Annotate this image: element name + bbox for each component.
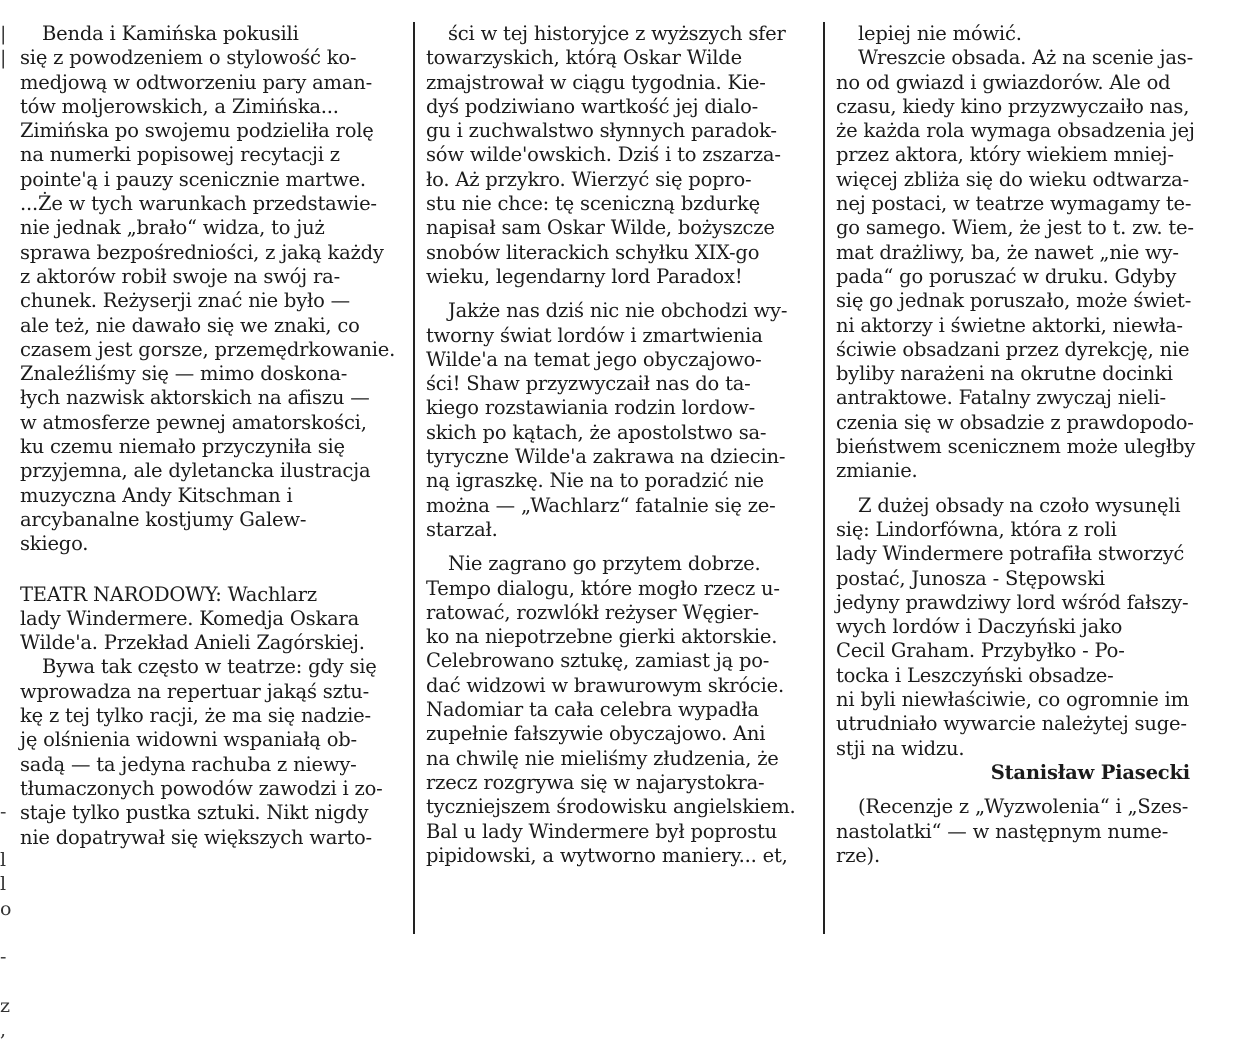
author-signature: Stanisław Piasecki xyxy=(990,760,1190,784)
edge-glyph xyxy=(0,532,12,556)
text-line: przez aktora, który wiekiem mniej- xyxy=(836,143,1174,167)
edge-glyph: l xyxy=(0,873,7,896)
edge-glyph xyxy=(0,168,12,192)
edge-glyph: z xyxy=(0,994,11,1017)
review-paragraph-continuation xyxy=(836,22,1224,46)
column-2 xyxy=(426,22,818,868)
text-line: nie dopatrywał się większych warto- xyxy=(20,825,372,849)
review-paragraph-wilde xyxy=(426,299,818,542)
text-line: gu i zuchwalstwo słynnych paradok- xyxy=(426,119,777,143)
edge-glyph xyxy=(0,605,12,629)
text-line: no od gwiazd i gwiazdorów. Ale od xyxy=(836,70,1171,94)
text-line: zmajstrował w ciągu tygodnia. Kie- xyxy=(426,70,766,94)
edge-glyph: o xyxy=(0,897,12,920)
edge-glyph xyxy=(0,629,12,653)
text-line: nie jednak „brało“ widza, to już xyxy=(20,216,325,240)
edge-glyph xyxy=(0,216,12,240)
text-line: przyjemna, ale dyletancka ilustracja xyxy=(20,459,371,483)
text-line: Wreszcie obsada. Aż na scenie jas- xyxy=(858,46,1193,70)
text-line: antraktowe. Fatalny zwyczaj nieli- xyxy=(836,386,1166,410)
text-line: na numerki popisowej recytacji z xyxy=(20,143,340,167)
text-line: rze). xyxy=(836,843,880,867)
text-line: ło. Aż przykro. Wierzyć się popro- xyxy=(426,167,752,191)
text-line: utrudniało wywarcie należytej suge- xyxy=(836,712,1187,736)
text-line: byliby narażeni na okrutne docinki xyxy=(836,362,1173,386)
text-line: napisał sam Oskar Wilde, bożyszcze xyxy=(426,216,775,240)
text-line: się: Lindorfówna, która z roli xyxy=(836,517,1117,541)
edge-glyph xyxy=(0,970,12,994)
edge-glyph xyxy=(0,71,12,95)
edge-glyph xyxy=(0,727,12,751)
text-line: zupełnie fałszywie obyczajowo. Ani xyxy=(426,722,766,746)
text-line: Z dużej obsady na czoło wysunęli xyxy=(858,493,1181,517)
text-line: sadą — ta jedyna rachuba z niewy- xyxy=(20,752,357,776)
text-line: ściwie obsadzani przez dyrekcję, nie xyxy=(836,337,1190,361)
text-line: snobów literackich schyłku XIX-go xyxy=(426,240,760,264)
text-line: bieństwem scenicznem może uległby xyxy=(836,435,1196,459)
text-line: kę z tej tylko racji, że ma się nadzie- xyxy=(20,704,371,728)
text-line: nej postaci, w teatrze wymagamy te- xyxy=(836,192,1192,216)
review-note xyxy=(836,795,1224,868)
text-line: tocka i Leszczyński obsadze- xyxy=(836,663,1114,687)
review-paragraph-history xyxy=(426,22,818,289)
edge-glyph xyxy=(0,557,12,581)
text-line: kiego rozstawiania rodzin lordow- xyxy=(426,396,756,420)
text-line: ratować, rozwlókł reżyser Węgier- xyxy=(426,600,759,624)
edge-glyph: | xyxy=(0,23,7,45)
text-line: pointe'ą i pauzy scenicznie martwe. xyxy=(20,167,366,191)
text-line: mat drażliwy, ba, że nawet „nie wy- xyxy=(836,240,1179,264)
column-3 xyxy=(836,22,1224,868)
text-line: dać widzowi w brawurowym skrócie. xyxy=(426,673,784,697)
text-line: Celebrowano sztukę, zamiast ją po- xyxy=(426,649,770,673)
edge-glyph: | xyxy=(0,47,7,70)
text-line: że każda rola wymaga obsadzenia jej xyxy=(836,119,1195,143)
text-line: jedyny prawdziwy lord wśród fałszy- xyxy=(836,590,1189,614)
edge-glyph xyxy=(0,241,12,265)
text-line: dyś podziwiano wartkość jej dialo- xyxy=(426,94,759,118)
text-line: tów moljerowskich, a Zimińska... xyxy=(20,94,339,118)
text-line: czasem jest gorsze, przemędrkowanie. xyxy=(20,337,396,361)
text-line: Wilde'a. Przekład Anieli Zagórskiej. xyxy=(20,631,365,655)
text-line: lady Windermere. Komedja Oskara xyxy=(20,606,360,630)
text-line: na chwilę nie mieliśmy złudzenia, że xyxy=(426,746,779,770)
edge-glyph xyxy=(0,362,12,386)
text-line: łych nazwisk aktorskich na afiszu — xyxy=(20,386,370,410)
text-line: czenia się w obsadzie z prawdopodo- xyxy=(836,410,1194,434)
text-line: towarzyskich, którą Oskar Wilde xyxy=(426,46,742,70)
edge-glyph xyxy=(0,678,12,702)
edge-glyph xyxy=(0,289,12,313)
text-line: rzecz rozgrywa się w najarystokra- xyxy=(426,770,765,794)
left-edge-glyphs xyxy=(0,22,12,1042)
text-line: Nadomiar ta cała celebra wypadła xyxy=(426,698,759,722)
text-line: go samego. Wiem, że jest to t. zw. te- xyxy=(836,216,1194,240)
text-line: (Recenzje z „Wyzwolenia“ i „Szes- xyxy=(858,795,1189,819)
text-line: się z powodzeniem o stylowość ko- xyxy=(20,46,357,70)
text-line: zmianie. xyxy=(836,459,918,483)
review-heading xyxy=(20,583,408,656)
edge-glyph xyxy=(0,143,12,167)
text-line: skich po kątach, że apostolstwo sa- xyxy=(426,420,767,444)
text-line: ku czemu niemało przyczyniła się xyxy=(20,435,345,459)
text-line: ...Że w tych warunkach przedstawie- xyxy=(20,192,377,216)
review-paragraph-intro xyxy=(20,655,408,849)
edge-glyph xyxy=(0,119,12,143)
column-rule-right xyxy=(823,22,825,934)
text-line: można — „Wachlarz“ fatalnie się ze- xyxy=(426,493,776,517)
edge-glyph xyxy=(0,484,12,508)
review-paragraph-cast xyxy=(20,22,408,557)
text-line: więcej zbliża się do wieku odtwarza- xyxy=(836,167,1189,191)
text-line: Tempo dialogu, które mogło rzecz u- xyxy=(426,576,780,600)
text-line: ni byli niewłaściwie, co ogromnie im xyxy=(836,688,1189,712)
text-line: ko na niepotrzebne gierki aktorskie. xyxy=(426,625,778,649)
text-line: wprowadza na repertuar jakąś sztu- xyxy=(20,679,370,703)
text-line: sprawa bezpośredniości, z jaką każdy xyxy=(20,240,384,264)
column-rule-left xyxy=(413,22,415,934)
text-line: starzał. xyxy=(426,517,498,541)
text-line: się go jednak poruszało, może świet- xyxy=(836,289,1192,313)
text-line: Benda i Kamińska pokusili xyxy=(42,22,299,45)
review-paragraph-casting xyxy=(836,46,1224,483)
text-line: ną igraszkę. Nie na to poradzić nie xyxy=(426,469,764,493)
text-line: tyryczne Wilde'a zakrawa na dziecin- xyxy=(426,445,786,469)
edge-glyph xyxy=(0,775,12,799)
text-line: Znaleźliśmy się — mimo doskona- xyxy=(20,362,348,386)
text-line: z aktorów robił swoje na swój ra- xyxy=(20,264,340,288)
text-line: stji na widzu. xyxy=(836,736,965,760)
text-line: pada“ go poruszać w druku. Gdyby xyxy=(836,264,1177,288)
text-line: skiego. xyxy=(20,532,89,556)
text-line: medjową w odtworzeniu pary aman- xyxy=(20,70,373,94)
text-line: sów wilde'owskich. Dziś i to zszarza- xyxy=(426,143,781,167)
edge-glyph xyxy=(0,386,12,410)
text-line: tyczniejszem środowisku angielskiem. xyxy=(426,795,796,819)
text-line: chunek. Reżyserji znać nie było — xyxy=(20,289,350,313)
text-line: arcybanalne kostjumy Galew- xyxy=(20,507,307,531)
text-line: ale też, nie dawało się we znaki, co xyxy=(20,313,360,337)
text-line: pipidowski, a wytworno maniery... et, xyxy=(426,843,788,867)
edge-glyph xyxy=(0,314,12,338)
text-line: ję olśnienia widowni wspaniałą ob- xyxy=(20,728,357,752)
text-line: nastolatki“ — w następnym nume- xyxy=(836,819,1169,843)
edge-glyph xyxy=(0,824,12,848)
edge-glyph xyxy=(0,921,12,945)
edge-glyph xyxy=(0,338,12,362)
edge-glyph xyxy=(0,508,12,532)
text-line: TEATR NARODOWY: Wachlarz xyxy=(20,582,317,606)
review-paragraph-staging xyxy=(426,552,818,868)
edge-glyph xyxy=(0,435,12,459)
text-line: lepiej nie mówić. xyxy=(858,22,1022,45)
text-line: postać, Junosza - Stępowski xyxy=(836,566,1105,590)
edge-glyph xyxy=(0,581,12,605)
edge-glyph: - xyxy=(0,946,7,969)
edge-glyph xyxy=(0,192,12,216)
text-line: Wilde'a na temat jego obyczajowo- xyxy=(426,347,762,371)
edge-glyph xyxy=(0,265,12,289)
edge-glyph xyxy=(0,654,12,678)
column-1 xyxy=(20,22,408,850)
text-line: ni aktorzy i świetne aktorki, niewła- xyxy=(836,313,1183,337)
edge-glyph: - xyxy=(0,800,7,823)
edge-glyph xyxy=(0,95,12,119)
text-line: w atmosferze pewnej amatorskości, xyxy=(20,410,367,434)
text-line: tłumaczonych powodów zawodzi i zo- xyxy=(20,776,383,800)
text-line: staje tylko pustka sztuki. Nikt nigdy xyxy=(20,801,369,825)
text-line: ści w tej historyjce z wyższych sfer xyxy=(448,22,786,45)
text-line: Nie zagrano go przytem dobrze. xyxy=(448,552,761,576)
text-line: czasu, kiedy kino przyzwyczaiło nas, xyxy=(836,94,1190,118)
edge-glyph xyxy=(0,459,12,483)
text-line: wych lordów i Daczyński jako xyxy=(836,615,1123,639)
text-line: tworny świat lordów i zmartwienia xyxy=(426,323,763,347)
text-line: lady Windermere potrafiła stworzyć xyxy=(836,542,1185,566)
edge-glyph xyxy=(0,751,12,775)
text-line: wieku, legendarny lord Paradox! xyxy=(426,264,743,288)
edge-glyph: , xyxy=(0,1019,7,1042)
review-paragraph-actors xyxy=(836,494,1224,761)
text-line: Bal u lady Windermere był poprostu xyxy=(426,819,778,843)
text-line: Bywa tak często w teatrze: gdy się xyxy=(42,655,377,679)
text-line: Cecil Graham. Przybyłko - Po- xyxy=(836,639,1125,663)
text-line: stu nie chce: tę sceniczną bzdurkę xyxy=(426,192,760,216)
text-line: muzyczna Andy Kitschman i xyxy=(20,483,293,507)
text-line: Jakże nas dziś nic nie obchodzi wy- xyxy=(448,299,788,323)
text-line: Zimińska po swojemu podzieliła rolę xyxy=(20,119,374,143)
edge-glyph xyxy=(0,702,12,726)
edge-glyph: l xyxy=(0,849,7,872)
text-line: ści! Shaw przyzwyczaił nas do ta- xyxy=(426,372,751,396)
edge-glyph xyxy=(0,411,12,435)
